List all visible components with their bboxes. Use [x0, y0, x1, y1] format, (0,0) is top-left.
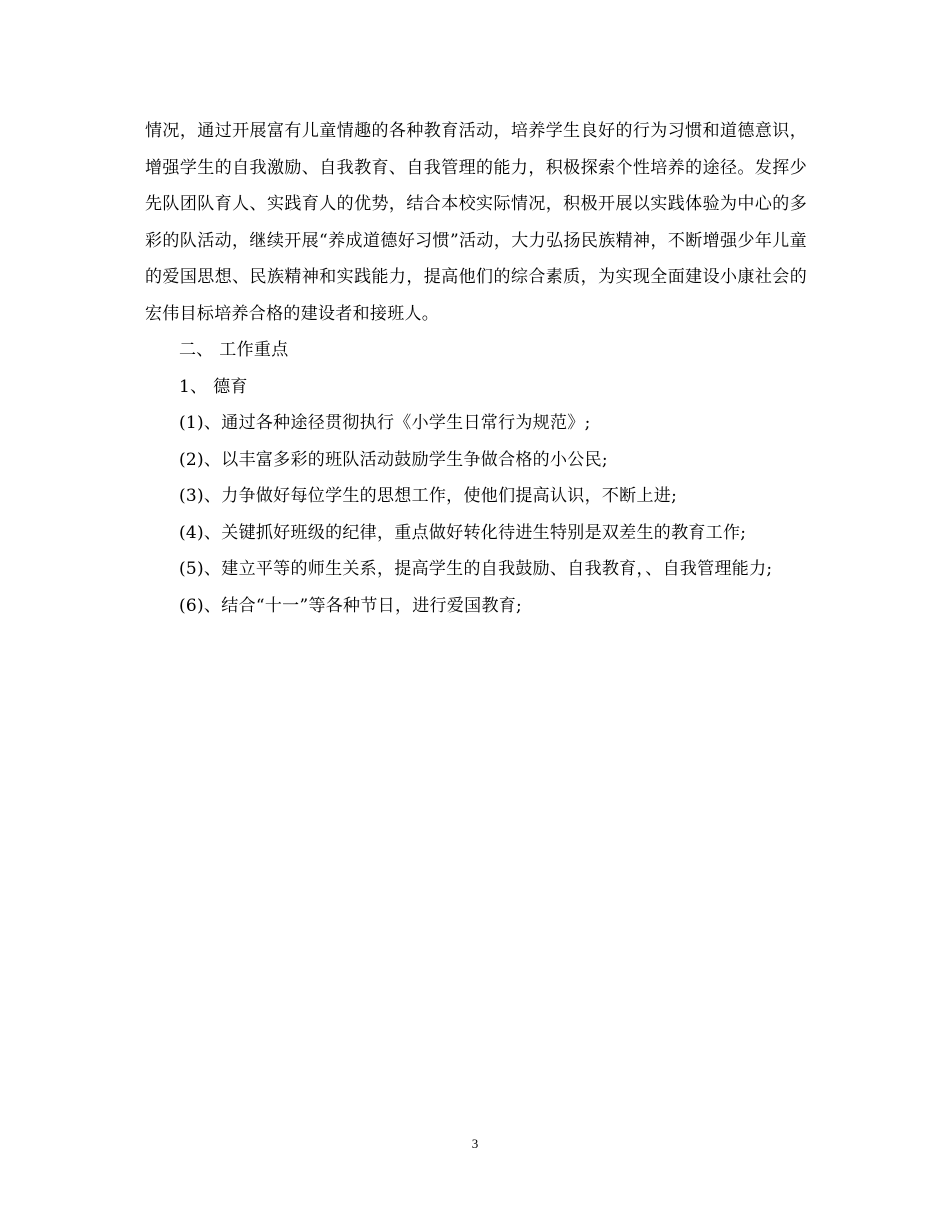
list-item-5: (5)、建立平等的师生关系，提高学生的自我鼓励、自我教育，、自我管理能力; [179, 559, 773, 579]
list-item-6: (6)、结合“十一”等各种节日，进行爱国教育; [179, 595, 523, 616]
page-number: 3 [471, 1136, 479, 1151]
subsection-heading-moral-education: 1、 德育 [179, 376, 248, 397]
list-item-1: (1)、通过各种途径贯彻执行《小学生日常行为规范》; [179, 413, 591, 433]
body-paragraph: 情况，通过开展富有儿童情趣的各种教育活动，培养学生良好的行为习惯和道德意识，增强学生的自我激励、自我教育、自我管理的能力，积极探索个性培养的途径。发挥少先队团队育人、实践育人的优势，结合本校实际情况，积极开展以实践体验为中心的多彩的队活动，继续开展“养成道德好习惯”活动，大力弘扬民族精神，不断增强少年儿童的爱国思想、民族精神和实践能力，提高他们的综合素质，为实现全面建设小康社会的宏伟目标培养合格的建设者和接班人。 [145, 121, 807, 324]
list-item-4: (4)、关键抓好班级的纪律，重点做好转化待进生特别是双差生的教育工作; [179, 522, 747, 543]
document-body [145, 113, 807, 624]
list-item-2: (2)、以丰富多彩的班队活动鼓励学生争做合格的小公民; [179, 449, 608, 470]
section-heading-work-focus: 二、 工作重点 [179, 340, 289, 360]
list-item-3: (3)、力争做好每位学生的思想工作，使他们提高认识，不断上进; [179, 486, 678, 506]
